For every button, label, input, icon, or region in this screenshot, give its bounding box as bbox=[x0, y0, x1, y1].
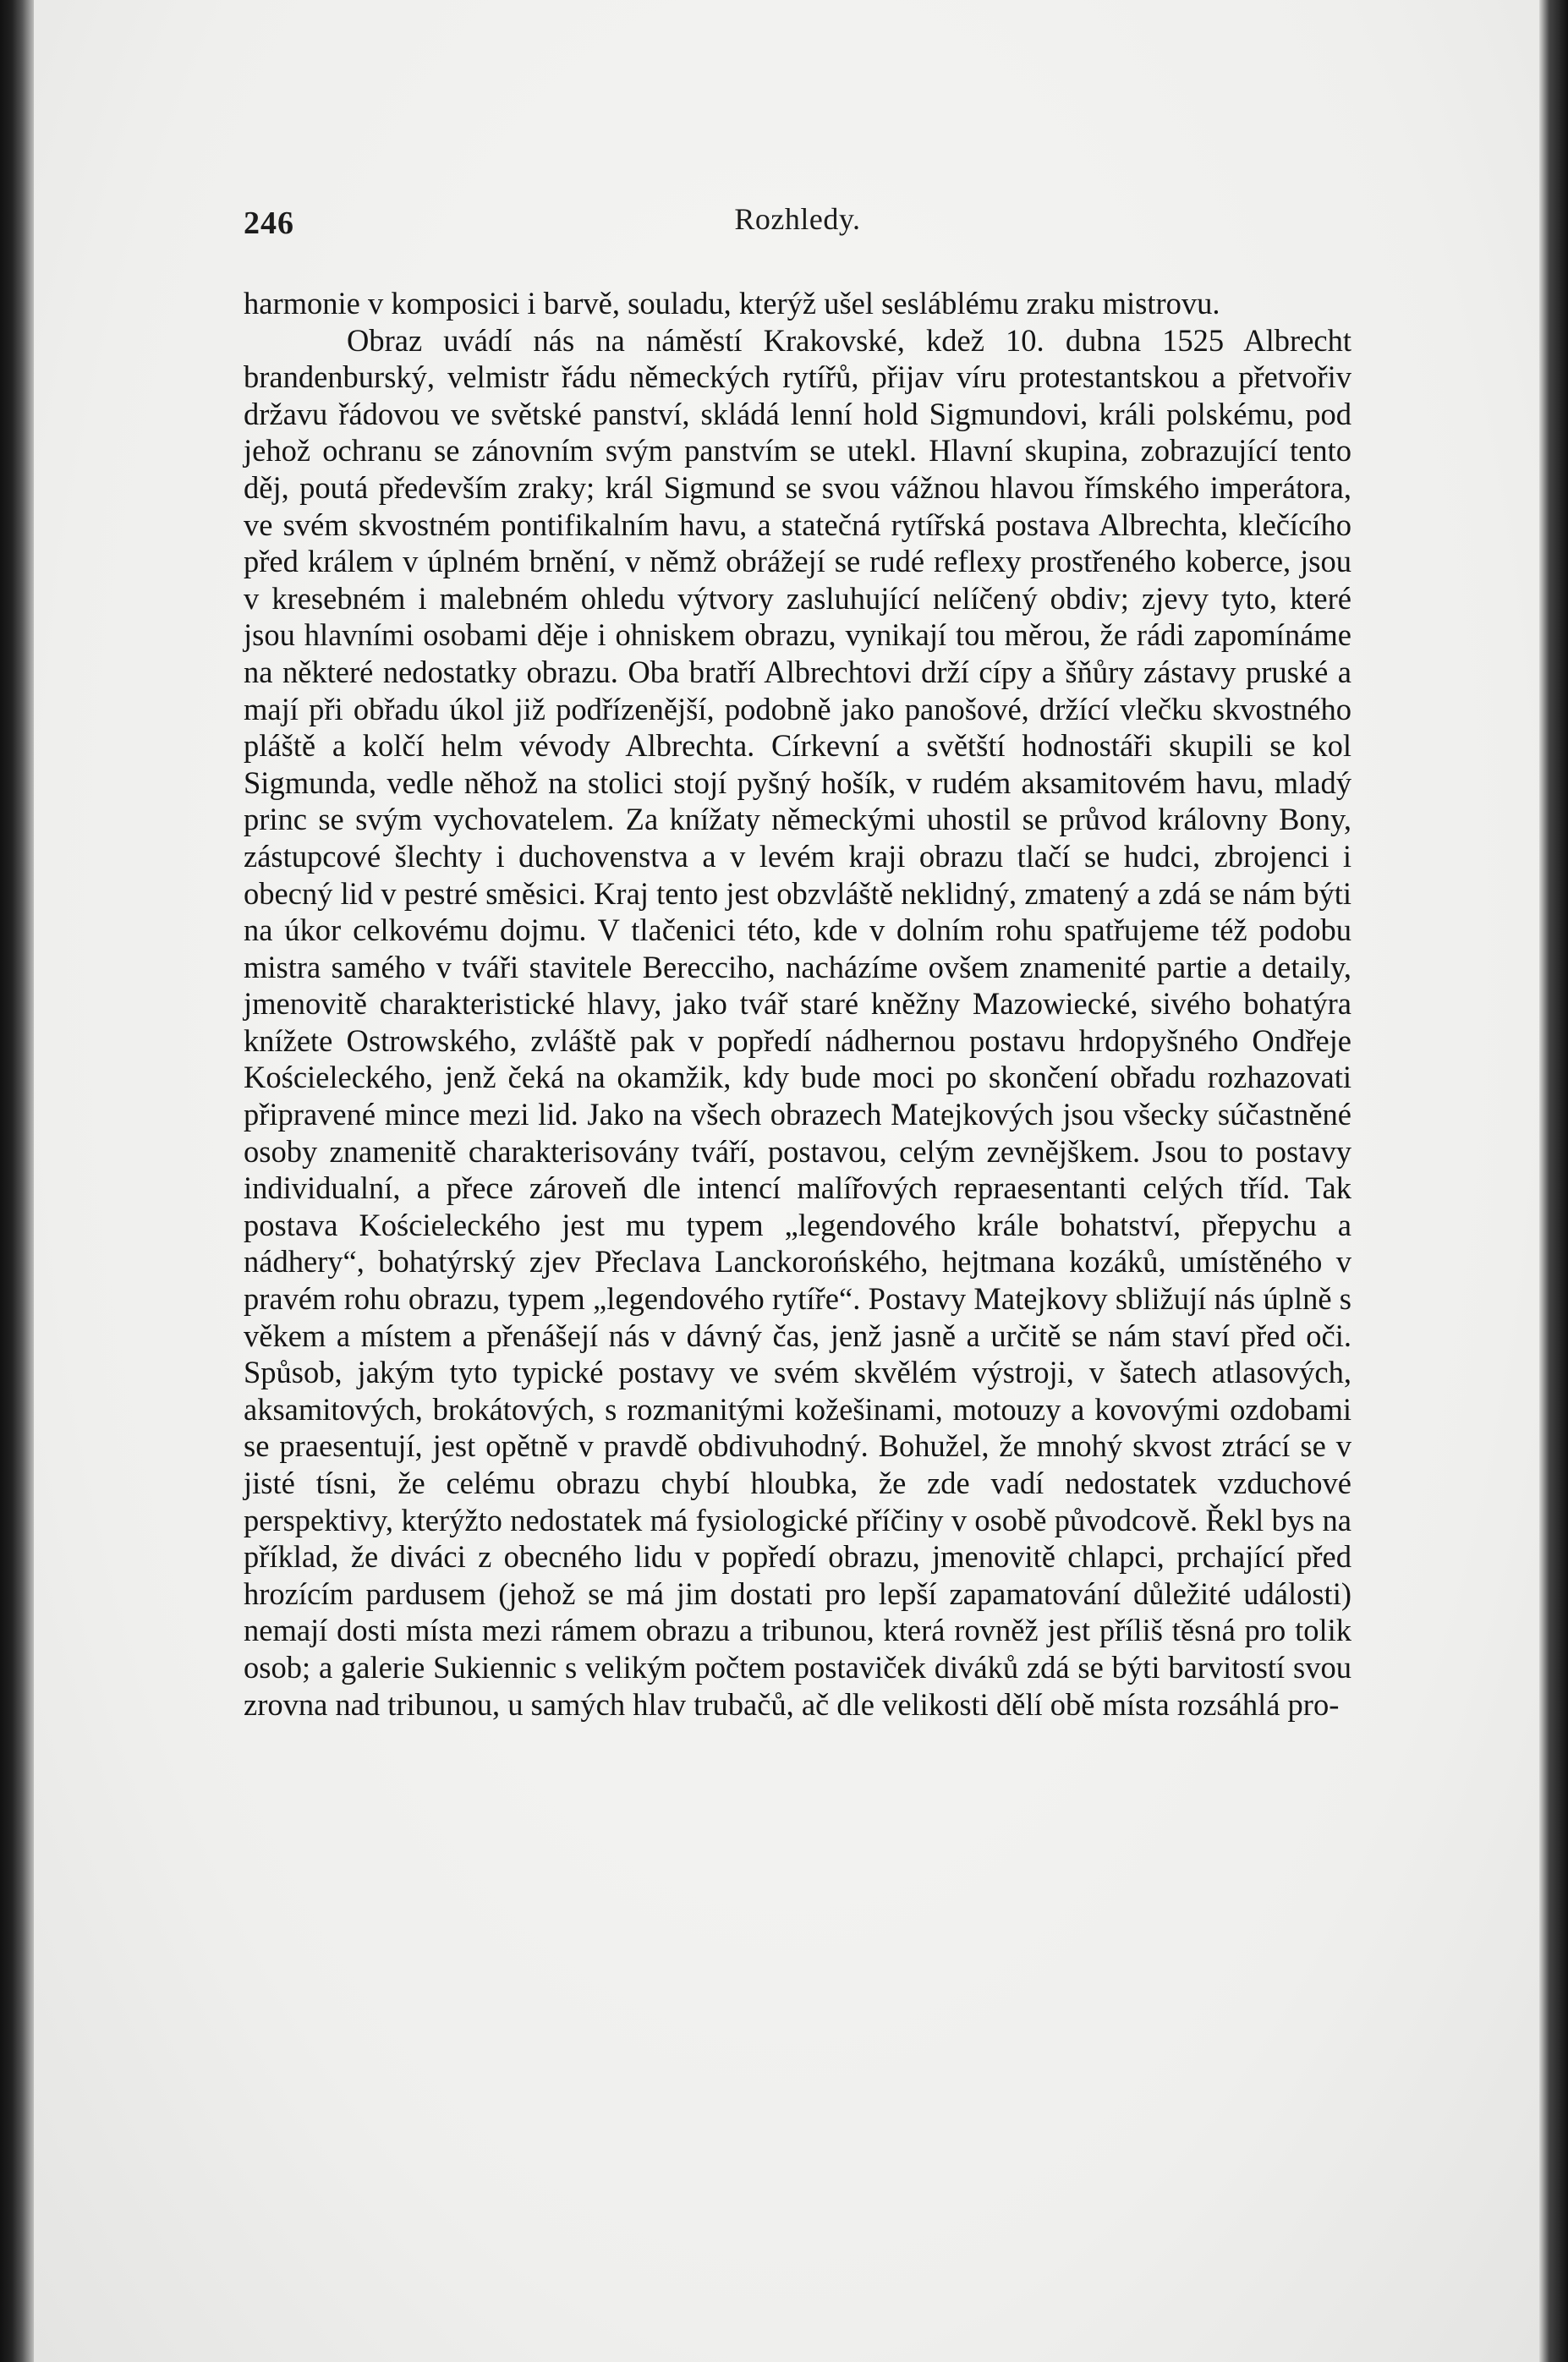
paragraph: harmonie v komposici i barvě, souladu, kterýž ušel sesláblému zraku mistrovu. bbox=[244, 286, 1220, 321]
page-number: 246 bbox=[244, 206, 294, 241]
scan-edge-left bbox=[0, 0, 34, 2362]
running-head: Rozhledy. bbox=[734, 202, 861, 236]
paragraph: Obraz uvádí nás na náměstí Krakovské, kdež 10. dubna 1525 Albrecht brandenburský, velmistr řádu německých rytířů, přijav víru protestantskou a přetvořiv državu řádovou ve světské panství, skládá lenní hold Sigmundovi, králi polskému, pod jehož ochranu se zánovním svým panstvím se utekl. Hlavní skupina, zobrazující tento děj, poutá především zraky; král Sigmund se svou vážnou hlavou římského imperátora, ve svém skvostném pontifikalním havu, a statečná rytířská postava Albrechta, klečícího před králem v úplném brnění, v němž obrážejí se rudé reflexy prostřeného koberce, jsou v kresebném i malebném ohledu výtvory zasluhující nelíčený obdiv; zjevy tyto, které jsou hlavními osobami děje i ohniskem obrazu, vynikají tou měrou, že rádi zapomínáme na některé nedostatky obrazu. Oba bratří Albrechtovi drží cípy a šňůry zástavy pruské a mají při obřadu úkol již podřízenější, podobně jako panošové, držící vlečku skvostného pláště a kolčí helm vévody Albrechta. Církevní a světští hodnostáři skupili se kol Sigmunda, vedle něhož na stolici stojí pyšný hošík, v rudém aksamitovém havu, mladý princ se svým vychovatelem. Za knížaty německými uhostil se průvod královny Bony, zástupcové šlechty i duchovenstva a v levém kraji obrazu tlačí se hudci, zbrojenci i obecný lid v pestré směsici. Kraj tento jest obzvláště neklidný, zmatený a zdá se nám býti na úkor celkovému dojmu. V tlačenici této, kde v dolním rohu spatřujeme též podobu mistra samého v tváři stavitele Berecciho, nacházíme ovšem znamenité partie a detaily, jmenovitě charakteristické hlavy, jako tvář staré kněžny Mazowiecké, sivého bohatýra knížete Ostrowského, zvláště pak v popředí nádhernou postavu hrdopyšného Ondřeje Kościeleckého, jenž čeká na okamžik, kdy bude moci po skončení obřadu rozhazovati připravené mince mezi lid. Jako na všech obrazech Matejkových jsou všecky súčastněné osoby znamenitě charakterisovány tváří, postavou, celým zevnějškem. Jsou to postavy individualní, a přece zároveň dle intencí malířových repraesentanti celých tříd. Tak postava Kościeleckého jest mu typem „legendového krále bohatství, přepychu a nádhery“, bohatýrský zjev Přeclava Lanckorońského, hejtmana kozáků, umístěného v pravém rohu obrazu, typem „legendového rytíře“. Postavy Matejkovy sbližují nás úplně s věkem a místem a přenášejí nás v dávný čas, jenž jasně a určitě se nám staví před oči. Spůsob, jakým tyto typické postavy ve svém skvělém výstroji, v šatech atlasových, aksamitových, brokátových, s rozmanitými kožešinami, motouzy a kovovými ozdobami se praesentují, jest opětně v pravdě obdivuhodný. Bohužel, že mnohý skvost ztrácí se v jisté tísni, že celému obrazu chybí hloubka, že zde vadí nedostatek vzduchové perspektivy, kterýžto nedostatek má fysiologické příčiny v osobě původcově. Řekl bys na příklad, že diváci z obecného lidu v popředí obrazu, jmenovitě chlapci, prchající před hrozícím pardusem (jehož se má jim dostati pro lepší zapamatování důležité události) nemají dosti místa mezi rámem obrazu a tribunou, která rovněž jest příliš těsná pro tolik osob; a galerie Sukiennic s velikým počtem postaviček diváků zdá se býti barvitostí svou zrovna nad tribunou, u samých hlav trubačů, ač dle velikosti dělí obě místa rozsáhlá pro- bbox=[244, 322, 1351, 1722]
body-text bbox=[244, 285, 1351, 1723]
page-header bbox=[244, 201, 1351, 252]
scan-edge-right bbox=[1539, 0, 1568, 2362]
